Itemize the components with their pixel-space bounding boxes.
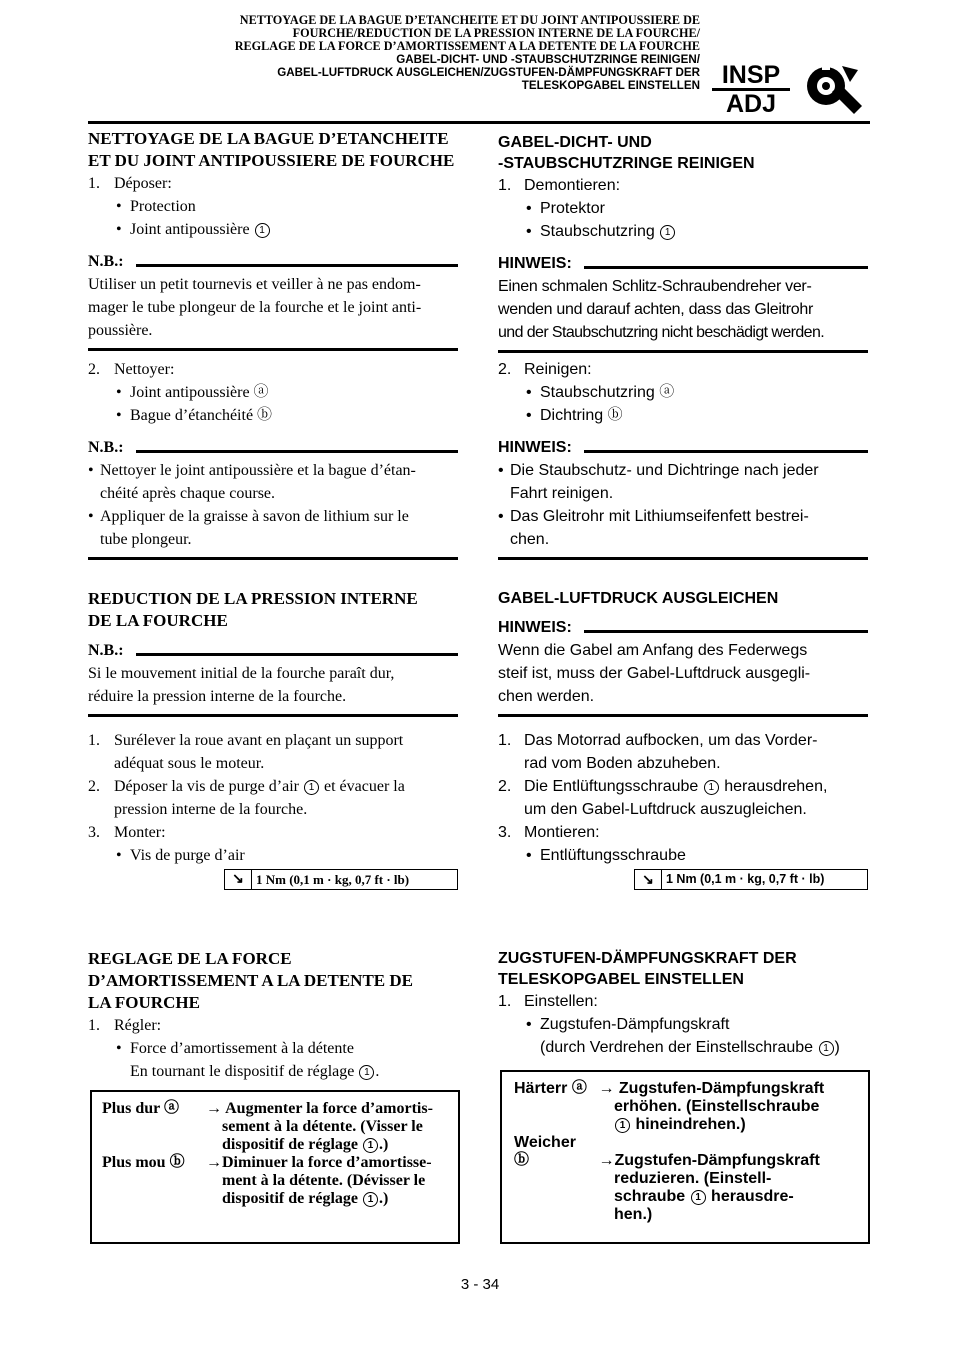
callout-1: 1 xyxy=(704,780,719,795)
callout-1: 1 xyxy=(660,225,675,240)
step: 2. Die Entlüftungsschraube 1 herausdrehen, xyxy=(498,778,828,795)
header-line: NETTOYAGE DE LA BAGUE D’ETANCHEITE ET DU JOINT ANTIPOUSSIERE DE xyxy=(239,13,700,27)
torque-wrench-icon: ↘ xyxy=(232,872,244,887)
fr-section-rebound: REGLAGE DE LA FORCE D’AMORTISSEMENT A LA DETENTE DE LA FOURCHE 1. Régler: • Force d’amortissement à la détente En tournant le dispositif de réglage 1 . xyxy=(88,948,458,1083)
step: 2. Reinigen: xyxy=(498,361,592,378)
note-label: N.B.: xyxy=(88,642,124,659)
de-adjust-table: Härterr ⓐ → Zugstufen-Dämpfungskraft erhöhen. (Einstellschraube 1 hineindrehen.) Weicher ⓑ →Zugstufen-Dämpfungskraft reduzieren. (Einstell- schraube 1 herausdre- hen.) xyxy=(500,1070,870,1244)
note-label: HINWEIS: xyxy=(498,439,572,456)
note-box: HINWEIS: Wenn die Gabel am Anfang des Federwegs steif ist, muss der Gabel-Luftdruck ausgegli- chen werden. xyxy=(498,617,868,717)
de-section-clean-step xyxy=(498,358,868,560)
callout-a: ⓐ xyxy=(253,384,269,400)
header-line: FOURCHE/REDUCTION DE LA PRESSION INTERNE DE LA FOURCHE/ xyxy=(292,26,700,40)
step: 1. Demontieren: xyxy=(498,177,621,194)
header-line: REGLAGE DE LA FORCE D’AMORTISSEMENT A LA DETENTE DE LA FOURCHE xyxy=(234,39,700,53)
list-item: • Protektor xyxy=(526,200,605,217)
callout-b: ⓑ xyxy=(607,406,623,423)
fr-section-pressure: REDUCTION DE LA PRESSION INTERNE DE LA FOURCHE N.B.: Si le mouvement initial de la fourche paraît dur, réduire la pression interne de la fourche. 1. Surélever la roue avant en plaçant un support adéquat sous le moteur. 2. Déposer la vis de purge d’air 1 et évacuer la pression interne de la fourche. 3. Monter: • Vis de purge d’air ↘ 1 Nm (0,1 m · kg, 0,7 ft · lb) xyxy=(88,588,458,890)
note-box: HINWEIS: • Die Staubschutz- und Dichtringe nach jeder Fahrt reinigen. • Das Gleitrohr mit Lithiumseifenfett bestrei- chen. xyxy=(498,437,868,560)
note-label: N.B.: xyxy=(88,439,124,456)
section-title: LA FOURCHE xyxy=(88,993,200,1012)
badge-adj: ADJ xyxy=(725,90,776,118)
header-rule xyxy=(88,121,870,124)
callout-1: 1 xyxy=(255,223,270,238)
page-header xyxy=(88,14,700,92)
torque-spec: ↘ 1 Nm (0,1 m · kg, 0,7 ft · lb) xyxy=(634,869,868,890)
step: 1. Einstellen: xyxy=(498,993,598,1010)
list-item: • Bague d’étanchéité ⓑ xyxy=(116,407,273,424)
callout-1: 1 xyxy=(819,1041,834,1056)
step: 2. Déposer la vis de purge d’air 1 et évacuer la xyxy=(88,778,405,795)
wrench-tool-icon xyxy=(804,62,864,116)
fr-adjust-table: Plus dur ⓐ → Augmenter la force d’amortis- sement à la détente. (Visser le dispositif de réglage 1 .) Plus mou ⓑ →Diminuer la force d’amortisse- ment à la détente. (Dévisser le dispositif de réglage 1 .) xyxy=(90,1090,460,1244)
callout-a: ⓐ xyxy=(659,383,675,400)
section-title: DE LA FOURCHE xyxy=(88,611,228,630)
header-line: GABEL-LUFTDRUCK AUSGLEICHEN/ZUGSTUFEN-DÄMPFUNGSKRAFT DER xyxy=(277,66,700,79)
list-item: • Vis de purge d’air xyxy=(116,847,245,864)
list-item: • Staubschutzring ⓐ xyxy=(526,383,675,401)
torque-wrench-icon: ↘ xyxy=(642,871,654,887)
note-label: HINWEIS: xyxy=(498,619,572,636)
section-title: ET DU JOINT ANTIPOUSSIERE DE FOURCHE xyxy=(88,151,455,170)
section-title: GABEL-LUFTDRUCK AUSGLEICHEN xyxy=(498,590,779,607)
step: 1. Surélever la roue avant en plaçant un support xyxy=(88,732,404,749)
step: 1. Régler: xyxy=(88,1017,162,1034)
torque-spec: ↘ 1 Nm (0,1 m · kg, 0,7 ft · lb) xyxy=(224,869,458,890)
callout-1: 1 xyxy=(359,1065,374,1080)
step: 3. Monter: xyxy=(88,824,166,841)
badge-insp: INSP xyxy=(712,62,790,91)
note-box: N.B.: Si le mouvement initial de la fourche paraît dur, réduire la pression interne de la fourche. xyxy=(88,640,458,717)
note-box: HINWEIS: Einen schmalen Schlitz-Schraubendreher ver- wenden und darauf achten, dass das Gleitrohr und der Staubschutzring nicht beschädigt werden. xyxy=(498,253,868,353)
header-line: TELESKOPGABEL EINSTELLEN xyxy=(521,79,700,92)
de-section-cleaning xyxy=(498,132,868,353)
note-label: HINWEIS: xyxy=(498,255,572,272)
list-item: • Protection xyxy=(116,198,196,215)
callout-1: 1 xyxy=(304,780,319,795)
fr-section-cleaning xyxy=(88,128,458,351)
list-item: • Zugstufen-Dämpfungskraft xyxy=(526,1016,730,1033)
section-title: GABEL-DICHT- UND xyxy=(498,134,652,151)
section-title: -STAUBSCHUTZRINGE REINIGEN xyxy=(498,155,755,172)
callout-b: ⓑ xyxy=(257,407,273,423)
section-title: NETTOYAGE DE LA BAGUE D’ETANCHEITE xyxy=(88,129,449,148)
section-title: REDUCTION DE LA PRESSION INTERNE xyxy=(88,589,418,608)
section-title: ZUGSTUFEN-DÄMPFUNGSKRAFT DER xyxy=(498,950,797,967)
list-item: • Joint antipoussière ⓐ xyxy=(116,384,269,401)
note-box: N.B.: • Nettoyer le joint antipoussière et la bague d’étan- chéité après chaque course. • Appliquer de la graisse à savon de lithium sur le tube plongeur. xyxy=(88,437,458,560)
section-title: REGLAGE DE LA FORCE xyxy=(88,949,292,968)
step: 1. Das Motorrad aufbocken, um das Vorder- xyxy=(498,732,818,749)
note-label: N.B.: xyxy=(88,253,124,270)
step: 2. Nettoyer: xyxy=(88,361,175,378)
list-item: • Force d’amortissement à la détente xyxy=(116,1040,354,1057)
step: 1. Déposer: xyxy=(88,175,172,192)
de-section-pressure: GABEL-LUFTDRUCK AUSGLEICHEN HINWEIS: Wenn die Gabel am Anfang des Federwegs steif ist, muss der Gabel-Luftdruck ausgegli- chen werden. 1. Das Motorrad aufbocken, um das Vorder- rad vom Boden abzuheben. 2. Die Entlüftungsschraube 1 herausdrehen, um den Gabel-Luftdruck auszugleichen. 3. Montieren: • Entlüftungsschraube ↘ 1 Nm (0,1 m · kg, 0,7 ft · lb) xyxy=(498,588,868,890)
de-section-rebound: ZUGSTUFEN-DÄMPFUNGSKRAFT DER TELESKOPGABEL EINSTELLEN 1. Einstellen: • Zugstufen-Dämpfungskraft (durch Verdrehen der Einstellschraube 1 ) xyxy=(498,948,868,1059)
list-item: • Joint antipoussière 1 xyxy=(88,218,458,241)
fr-section-clean-step xyxy=(88,358,458,560)
note-box: N.B.: Utiliser un petit tournevis et veiller à ne pas endom- mager le tube plongeur de la fourche et le joint anti- poussière. xyxy=(88,251,458,351)
section-title: D’AMORTISSEMENT A LA DETENTE DE xyxy=(88,971,414,990)
list-item: • Dichtring ⓑ xyxy=(526,406,623,424)
list-item: • Entlüftungsschraube xyxy=(526,847,686,864)
section-badge xyxy=(708,60,868,118)
page-number: 3 - 34 xyxy=(460,1276,500,1293)
step: 3. Montieren: xyxy=(498,824,600,841)
list-item: • Staubschutzring 1 xyxy=(498,220,868,243)
header-line: GABEL-DICHT- UND -STAUBSCHUTZRINGE REINIGEN/ xyxy=(396,53,700,66)
section-title: TELESKOPGABEL EINSTELLEN xyxy=(498,971,744,988)
